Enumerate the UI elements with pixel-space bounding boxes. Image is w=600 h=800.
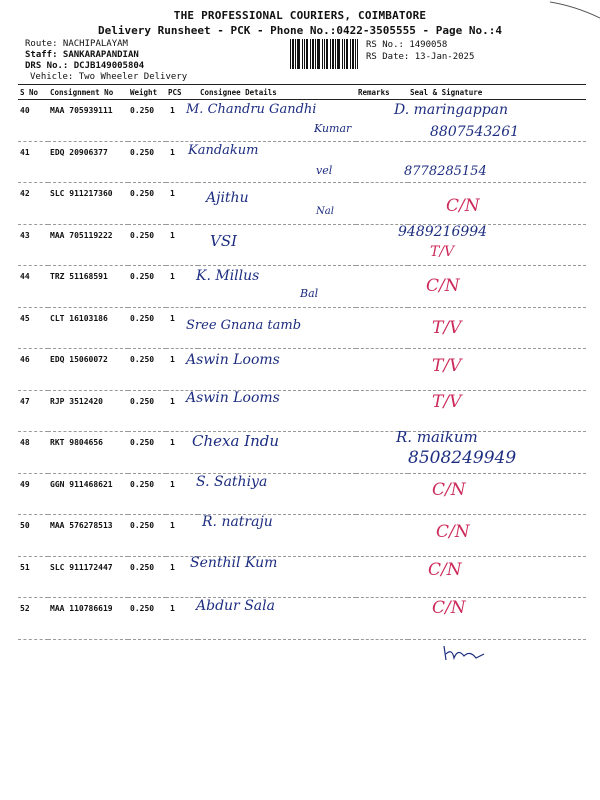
handwritten-remark: C/N (436, 522, 470, 542)
table-row (18, 473, 586, 515)
runsheet-subtitle: Delivery Runsheet - PCK - Phone No.:0422-3505555 - Page No.:4 (98, 24, 502, 37)
consignment-cell: SLC 911172447 (48, 556, 128, 598)
pcs-cell: 1 (166, 515, 198, 557)
vehicle-label: Vehicle: Two Wheeler Delivery (30, 72, 188, 82)
pcs-cell: 1 (166, 266, 198, 308)
handwritten-consignee: Chexa Indu (192, 432, 280, 450)
handwritten-consignee: vel (316, 164, 333, 177)
sno-cell: 49 (18, 473, 48, 515)
weight-cell: 0.250 (128, 183, 166, 225)
table-row (18, 515, 586, 557)
consignment-cell: EDQ 15060072 (48, 349, 128, 391)
remarks-cell (356, 556, 408, 598)
weight-cell: 0.250 (128, 515, 166, 557)
remarks-cell (356, 307, 408, 349)
col-pcs: PCS (166, 85, 198, 100)
consignment-cell: MAA 705939111 (48, 100, 128, 142)
handwritten-consignee: K. Millus (196, 268, 260, 284)
consignment-cell: CLT 16103186 (48, 307, 128, 349)
handwritten-consignee: Aswin Looms (186, 352, 280, 368)
handwritten-remark: T/V (430, 244, 455, 260)
weight-cell: 0.250 (128, 141, 166, 183)
handwritten-remark: C/N (432, 598, 466, 618)
table-header-row (18, 85, 586, 100)
consignment-cell: RKT 9804656 (48, 432, 128, 474)
sno-cell: 40 (18, 100, 48, 142)
sno-cell: 47 (18, 390, 48, 432)
handwritten-remark: C/N (446, 196, 480, 216)
handwritten-remark: T/V (432, 392, 462, 412)
weight-cell: 0.250 (128, 224, 166, 266)
handwritten-consignee: Bal (300, 287, 319, 300)
remarks-cell (356, 390, 408, 432)
col-sno: S No (18, 85, 48, 100)
pcs-cell: 1 (166, 141, 198, 183)
weight-cell: 0.250 (128, 473, 166, 515)
rs-date: RS Date: 13-Jan-2025 (366, 52, 475, 62)
sno-cell: 51 (18, 556, 48, 598)
pcs-cell: 1 (166, 390, 198, 432)
weight-cell: 0.250 (128, 598, 166, 640)
remarks-cell (356, 183, 408, 225)
remarks-cell (356, 473, 408, 515)
sno-cell: 52 (18, 598, 48, 640)
consignment-cell: SLC 911217360 (48, 183, 128, 225)
seal-cell (408, 515, 586, 557)
weight-cell: 0.250 (128, 432, 166, 474)
runsheet-table (18, 84, 586, 640)
handwritten-consignee: Kumar (314, 122, 352, 135)
remarks-cell (356, 598, 408, 640)
sno-cell: 44 (18, 266, 48, 308)
handwritten-phone: 8778285154 (404, 164, 487, 179)
pcs-cell: 1 (166, 349, 198, 391)
handwritten-signature: D. maringappan (394, 102, 509, 118)
staff-label: Staff: SANKARAPANDIAN (25, 50, 139, 60)
barcode-image (290, 39, 358, 69)
pcs-cell: 1 (166, 183, 198, 225)
col-weight: Weight (128, 85, 166, 100)
consignment-cell: MAA 576278513 (48, 515, 128, 557)
pcs-cell: 1 (166, 598, 198, 640)
remarks-cell (356, 266, 408, 308)
weight-cell: 0.250 (128, 349, 166, 391)
handwritten-phone: 8807543261 (430, 124, 520, 140)
table-row (18, 224, 586, 266)
handwritten-remark: C/N (432, 480, 466, 500)
remarks-cell (356, 141, 408, 183)
handwritten-consignee: M. Chandru Gandhi (186, 102, 317, 117)
sno-cell: 46 (18, 349, 48, 391)
initials-scribble (440, 640, 486, 664)
handwritten-consignee: Nal (316, 206, 334, 217)
col-consignment: Consignment No (48, 85, 128, 100)
handwritten-consignee: VSI (210, 232, 238, 250)
sno-cell: 42 (18, 183, 48, 225)
handwritten-remark: C/N (428, 560, 462, 580)
handwritten-consignee: Aswin Looms (186, 390, 280, 406)
handwritten-consignee: R. natraju (202, 514, 273, 530)
pcs-cell: 1 (166, 473, 198, 515)
table-row (18, 183, 586, 225)
pcs-cell: 1 (166, 100, 198, 142)
col-seal: Seal & Signature (408, 85, 586, 100)
pcs-cell: 1 (166, 432, 198, 474)
pcs-cell: 1 (166, 307, 198, 349)
pcs-cell: 1 (166, 224, 198, 266)
col-remarks: Remarks (356, 85, 408, 100)
handwritten-remark: T/V (432, 356, 462, 376)
table-row (18, 349, 586, 391)
weight-cell: 0.250 (128, 266, 166, 308)
table-row (18, 141, 586, 183)
table-row (18, 390, 586, 432)
table-row (18, 307, 586, 349)
handwritten-remark: T/V (432, 318, 462, 338)
table-row (18, 556, 586, 598)
consignment-cell: MAA 705119222 (48, 224, 128, 266)
table-row (18, 598, 586, 640)
handwritten-consignee: Ajithu (206, 190, 249, 206)
drs-number: DRS No.: DCJB149005804 (25, 61, 145, 71)
remarks-cell (356, 349, 408, 391)
consignment-cell: EDQ 20906377 (48, 141, 128, 183)
remarks-cell (356, 515, 408, 557)
handwritten-phone: 9489216994 (398, 224, 488, 240)
consignment-cell: GGN 911468621 (48, 473, 128, 515)
weight-cell: 0.250 (128, 307, 166, 349)
company-title: THE PROFESSIONAL COURIERS, COIMBATORE (173, 9, 427, 22)
weight-cell: 0.250 (128, 556, 166, 598)
consignment-cell: TRZ 51168591 (48, 266, 128, 308)
handwritten-consignee: S. Sathiya (196, 474, 268, 490)
sno-cell: 43 (18, 224, 48, 266)
handwritten-consignee: Abdur Sala (196, 598, 275, 614)
handwritten-remark: C/N (426, 276, 460, 296)
consignment-cell: RJP 3512420 (48, 390, 128, 432)
rs-number: RS No.: 1490058 (366, 40, 448, 50)
seal-cell (408, 183, 586, 225)
sno-cell: 48 (18, 432, 48, 474)
route-label: Route: NACHIPALAYAM (25, 39, 128, 49)
col-consignee: Consignee Details (198, 85, 356, 100)
weight-cell: 0.250 (128, 390, 166, 432)
consignment-cell: MAA 110786619 (48, 598, 128, 640)
handwritten-phone: 8508249949 (408, 448, 517, 468)
handwritten-consignee: Senthil Kum (190, 555, 278, 571)
sno-cell: 41 (18, 141, 48, 183)
handwritten-consignee: Kandakum (188, 143, 259, 158)
sno-cell: 50 (18, 515, 48, 557)
handwritten-consignee: Sree Gnana tamb (186, 318, 302, 333)
weight-cell: 0.250 (128, 100, 166, 142)
pcs-cell: 1 (166, 556, 198, 598)
sno-cell: 45 (18, 307, 48, 349)
handwritten-signature: R. maikum (396, 428, 478, 446)
